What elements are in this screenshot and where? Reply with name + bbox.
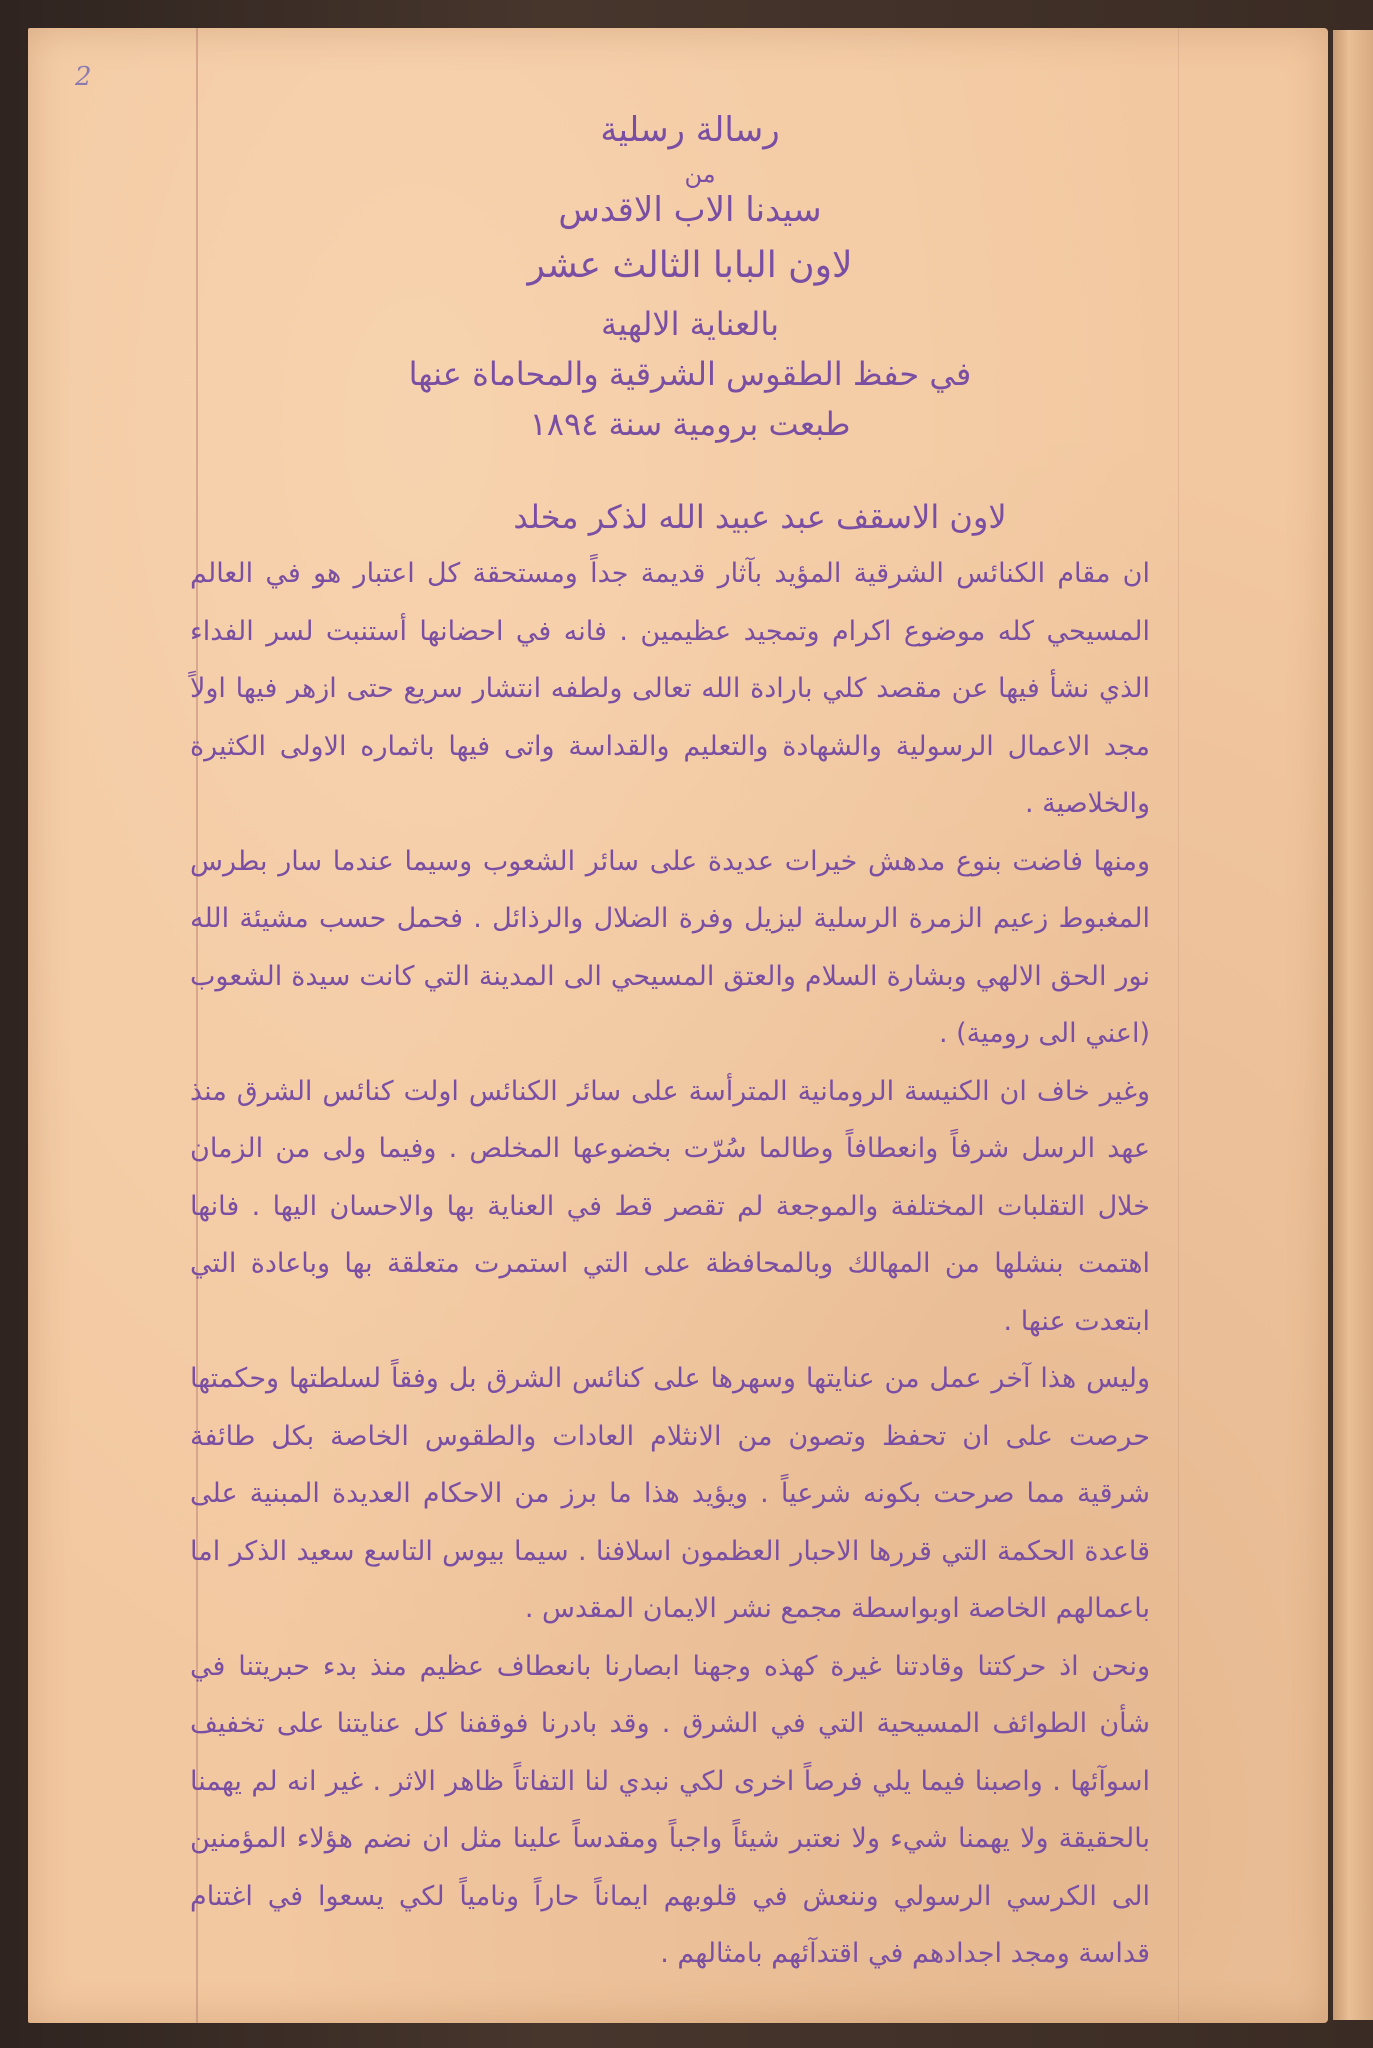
faint-right-rule [1178,28,1179,2023]
letter-title: رسالة رسلية [600,110,780,150]
translator-line: لاون الاسقف عبد عبيد الله لذكر مخلد [513,498,1007,536]
paragraph: ان مقام الكنائس الشرقية المؤيد بآثار قديمة جداً ومستحقة كل اعتبار هو في العالم المسيحي كله موضوع اكرام وتمجيد عظيمين . فانه في احضانها أستنبت لسر الفداء الذي نشأ فيها عن مقصد كلي بارادة الله تعالى ولطفه انتشار سريع حتى ازهر فيها اولاً مجد الاعمال الرسولية والشهادة والتعليم والقداسة واتى فيها باثماره الاولى الكثيرة والخلاصية . [190,558,1150,819]
paragraph: وليس هذا آخر عمل من عنايتها وسهرها على كنائس الشرق بل وفقاً لسلطتها وحكمتها حرصت على ان تحفظ وتصون من الانثلام العادات والطقوس الخاصة بكل طائفة شرقية مما صرحت بكونه شرعياً . ويؤيد هذا ما برز من الاحكام العديدة المبنية على قاعدة الحكمة التي قررها الاحبار العظمون اسلافنا . سيما بيوس التاسع سعيد الذكر اما باعمالهم الخاصة اوبواسطة مجمع نشر الايمان المقدس . [190,1363,1150,1624]
page-number: 2 [75,62,92,92]
letter-body [190,545,1150,1983]
pope-name: لاون البابا الثالث عشر [527,245,853,286]
providence-line: بالعناية الالهية [601,305,779,343]
subject-line: في حفظ الطقوس الشرقية والمحاماة عنها [408,355,972,393]
adjacent-page-edge [1333,30,1373,2020]
from-label: من [684,160,716,188]
sender-line: سيدنا الاب الاقدس [558,190,822,230]
paragraph: ومنها فاضت بنوع مدهش خيرات عديدة على سائر الشعوب وسيما عندما سار بطرس المغبوط زعيم الزمرة الرسلية ليزيل وفرة الضلال والرذائل . فحمل حسب مشيئة الله نور الحق الالهي وبشارة السلام والعتق المسيحي الى المدينة التي كانت سيدة الشعوب (اعني الى رومية) . [190,845,1150,1049]
paragraph: ونحن اذ حركتنا وقادتنا غيرة كهذه وجهنا ابصارنا بانعطاف عظيم منذ بدء حبريتنا في شأن الطوائف المسيحية التي في الشرق . وقد بادرنا فوقفنا كل عنايتنا على تخفيف اسوآئها . واصبنا فيما يلي فرصاً اخرى لكي نبدي لنا التفاتاً ظاهر الاثر . غير انه لم يهمنا بالحقيقة ولا يهمنا شيء ولا نعتبر شيئاً واجباً ومقدساً علينا مثل ان نضم هؤلاء المؤمنين الى الكرسي الرسولي وننعش في قلوبهم ايماناً حاراً ونامياً لكي يسعوا في اغتنام قداسة ومجد اجدادهم في اقتدآئهم بامثالهم . [190,1650,1150,1969]
paragraph: وغير خاف ان الكنيسة الرومانية المترأسة على سائر الكنائس اولت كنائس الشرق منذ عهد الرسل شرفاً وانعطافاً وطالما سُرّت بخضوعها المخلص . وفيما ولى من الزمان خلال التقلبات المختلفة والموجعة لم تقصر قط في العناية بها والاحسان اليها . فانها اهتمت بنشلها من المهالك وبالمحافظة على التي استمرت متعلقة بها وباعادة التي ابتعدت عنها . [190,1075,1150,1337]
printing-note: طبعت برومية سنة ١٨٩٤ [529,405,851,443]
